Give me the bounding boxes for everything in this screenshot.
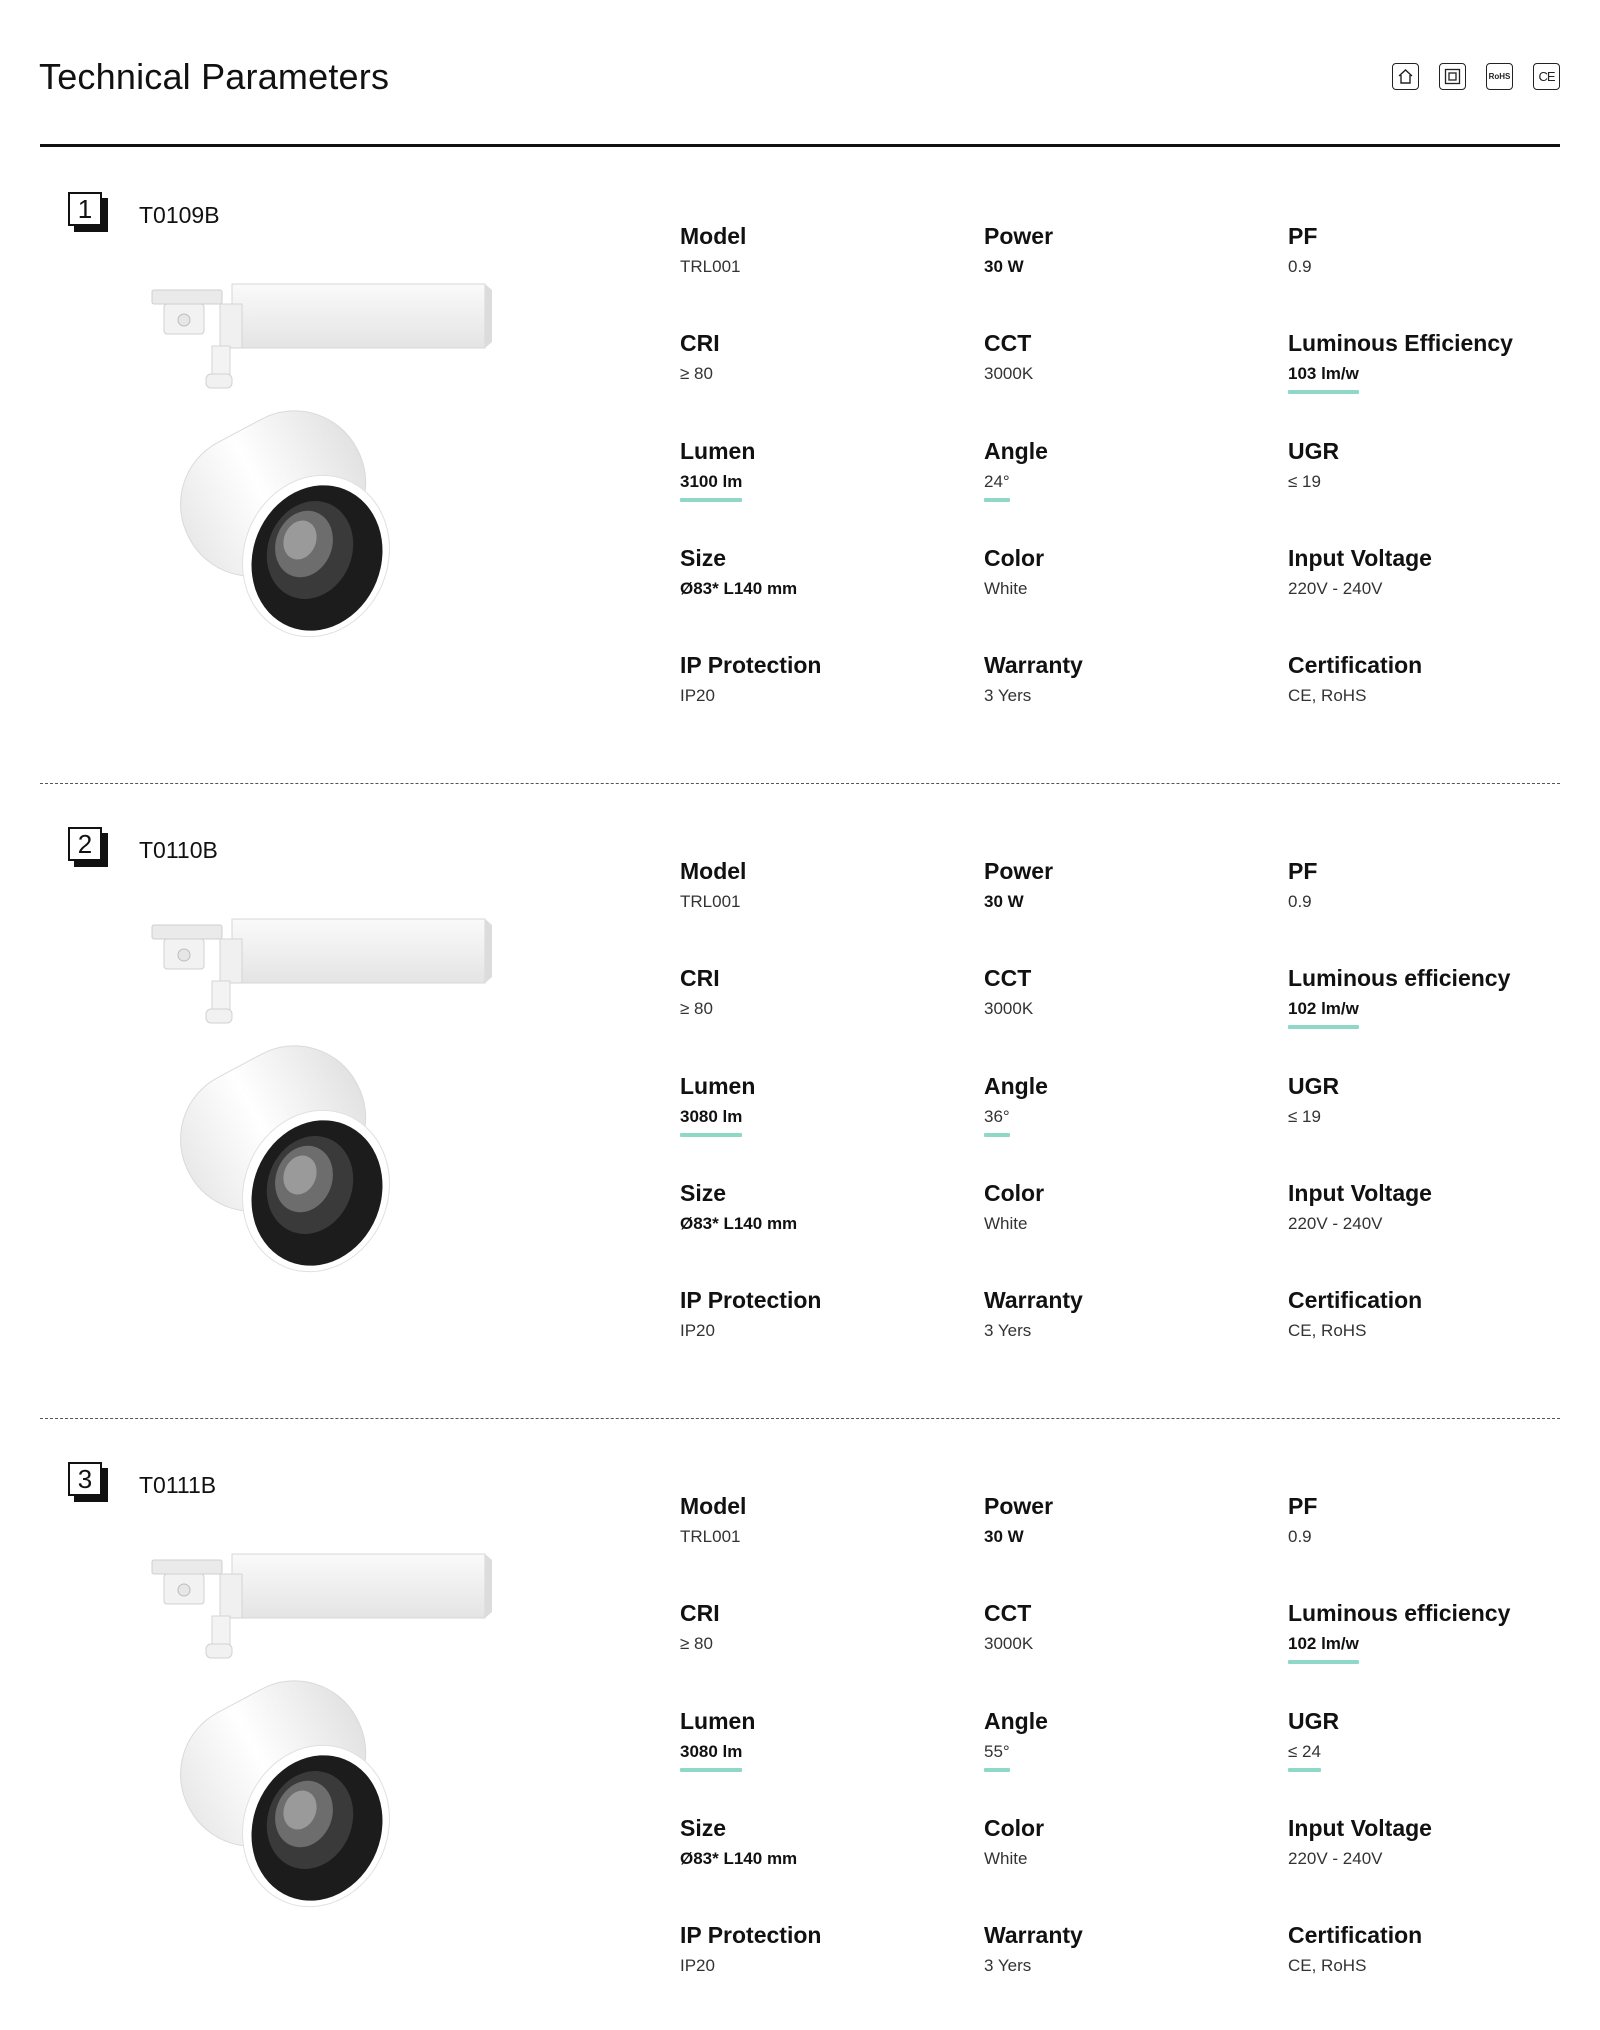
- spec-value: CE, RoHS: [1288, 1956, 1367, 1975]
- spec-label: Angle: [984, 1073, 1048, 1099]
- spec-label: Certification: [1288, 652, 1423, 678]
- spec-value: Ø83* L140 mm: [680, 1214, 798, 1233]
- spec-value: 24°: [984, 472, 1010, 491]
- page-title: Technical Parameters: [39, 56, 390, 97]
- spec-color: [984, 544, 1264, 600]
- spec-angle: [984, 1707, 1264, 1763]
- rohs-icon: [1486, 63, 1513, 90]
- spec-label: Input Voltage: [1288, 1180, 1432, 1206]
- spec-label: IP Protection: [680, 652, 822, 678]
- spec-value: 3000K: [984, 364, 1034, 383]
- spec-ip-protection: [680, 651, 960, 707]
- product-code: T0111B: [139, 1472, 217, 1498]
- product-section: [0, 160, 1600, 760]
- spec-label: Color: [984, 545, 1045, 571]
- product-number-badge: [68, 827, 102, 861]
- spec-label: Angle: [984, 1708, 1048, 1734]
- rohs-text: RoHS: [1488, 72, 1511, 81]
- spec-value: ≥ 80: [680, 999, 713, 1018]
- spec-value: CE, RoHS: [1288, 1321, 1367, 1340]
- spec-power: [984, 857, 1264, 913]
- spec-input-voltage: [1288, 1179, 1568, 1235]
- product-number: 1: [68, 192, 102, 226]
- spec-label: IP Protection: [680, 1922, 822, 1948]
- spec-certification: [1288, 651, 1568, 707]
- spec-pf: [1288, 1492, 1568, 1548]
- spec-label: Certification: [1288, 1287, 1423, 1313]
- spec-label: Color: [984, 1815, 1045, 1841]
- spec-label: Power: [984, 223, 1054, 249]
- spec-warranty: [984, 1286, 1264, 1342]
- spec-value: TRL001: [680, 257, 741, 276]
- spec-certification: [1288, 1921, 1568, 1977]
- spec-cri: [680, 329, 960, 385]
- spec-label: UGR: [1288, 1073, 1340, 1099]
- section-divider: [40, 783, 1560, 784]
- spec-value: 30 W: [984, 892, 1024, 911]
- spec-input-voltage: [1288, 544, 1568, 600]
- spec-label: CCT: [984, 1600, 1032, 1626]
- spec-value: 0.9: [1288, 257, 1312, 276]
- spec-ip-protection: [680, 1286, 960, 1342]
- product-number: 3: [68, 1462, 102, 1496]
- spec-label: Warranty: [984, 1922, 1083, 1948]
- spec-angle: [984, 437, 1264, 493]
- spec-lumen: [680, 1707, 960, 1763]
- spec-color: [984, 1179, 1264, 1235]
- spec-value: 3080 lm: [680, 1107, 743, 1126]
- spec-input-voltage: [1288, 1814, 1568, 1870]
- spec-luminous-efficiency: [1288, 329, 1568, 385]
- track-light-spotlight-image: [140, 1548, 520, 1928]
- product-number-badge: [68, 192, 102, 226]
- spec-label: PF: [1288, 1493, 1318, 1519]
- indoor-house-icon: [1392, 63, 1419, 90]
- spec-label: CCT: [984, 965, 1032, 991]
- spec-value: 102 lm/w: [1288, 999, 1359, 1018]
- spec-value: IP20: [680, 1956, 715, 1975]
- spec-label: Certification: [1288, 1922, 1423, 1948]
- spec-power: [984, 222, 1264, 278]
- spec-value: CE, RoHS: [1288, 686, 1367, 705]
- spec-label: Luminous Efficiency: [1288, 330, 1513, 356]
- spec-label: UGR: [1288, 1708, 1340, 1734]
- spec-value: 3000K: [984, 999, 1034, 1018]
- spec-model: [680, 222, 960, 278]
- track-light-spotlight-image: [140, 913, 520, 1293]
- spec-label: CRI: [680, 965, 720, 991]
- spec-label: PF: [1288, 858, 1318, 884]
- spec-label: Model: [680, 1493, 747, 1519]
- spec-angle: [984, 1072, 1264, 1128]
- spec-value: Ø83* L140 mm: [680, 579, 798, 598]
- spec-value: ≤ 24: [1288, 1742, 1321, 1761]
- spec-label: Size: [680, 1815, 727, 1841]
- spec-value: 3 Yers: [984, 1321, 1032, 1340]
- spec-value: White: [984, 1849, 1028, 1868]
- spec-label: Luminous efficiency: [1288, 965, 1511, 991]
- spec-value: 3080 lm: [680, 1742, 743, 1761]
- spec-value: 3 Yers: [984, 1956, 1032, 1975]
- spec-label: Lumen: [680, 1073, 756, 1099]
- spec-value: IP20: [680, 1321, 715, 1340]
- certification-icons: [1392, 63, 1560, 90]
- spec-ugr: [1288, 437, 1568, 493]
- spec-label: Power: [984, 858, 1054, 884]
- product-code: T0109B: [139, 202, 220, 228]
- spec-label: Angle: [984, 438, 1048, 464]
- spec-value: ≥ 80: [680, 1634, 713, 1653]
- spec-lumen: [680, 437, 960, 493]
- spec-value: 3100 lm: [680, 472, 743, 491]
- spec-value: ≤ 19: [1288, 1107, 1321, 1126]
- spec-label: Model: [680, 223, 747, 249]
- spec-size: [680, 1179, 960, 1235]
- spec-value: ≥ 80: [680, 364, 713, 383]
- spec-label: Input Voltage: [1288, 545, 1432, 571]
- spec-model: [680, 857, 960, 913]
- spec-value: 220V - 240V: [1288, 1849, 1383, 1868]
- spec-label: Lumen: [680, 1708, 756, 1734]
- spec-cct: [984, 329, 1264, 385]
- spec-label: Power: [984, 1493, 1054, 1519]
- spec-label: Luminous efficiency: [1288, 1600, 1511, 1626]
- spec-size: [680, 1814, 960, 1870]
- spec-label: Size: [680, 545, 727, 571]
- spec-value: 30 W: [984, 257, 1024, 276]
- spec-value: 36°: [984, 1107, 1010, 1126]
- product-section: [0, 1430, 1600, 2030]
- spec-value: 30 W: [984, 1527, 1024, 1546]
- spec-label: CRI: [680, 330, 720, 356]
- spec-value: 3000K: [984, 1634, 1034, 1653]
- spec-value: 0.9: [1288, 892, 1312, 911]
- spec-value: 103 lm/w: [1288, 364, 1359, 383]
- spec-value: Ø83* L140 mm: [680, 1849, 798, 1868]
- spec-ugr: [1288, 1072, 1568, 1128]
- spec-value: 220V - 240V: [1288, 579, 1383, 598]
- spec-label: Input Voltage: [1288, 1815, 1432, 1841]
- spec-lumen: [680, 1072, 960, 1128]
- ce-mark-icon: [1533, 63, 1560, 90]
- spec-ip-protection: [680, 1921, 960, 1977]
- spec-value: TRL001: [680, 1527, 741, 1546]
- spec-pf: [1288, 222, 1568, 278]
- spec-cct: [984, 1599, 1264, 1655]
- spec-label: Warranty: [984, 1287, 1083, 1313]
- spec-power: [984, 1492, 1264, 1548]
- product-number-badge: [68, 1462, 102, 1496]
- section-divider: [40, 1418, 1560, 1419]
- spec-cri: [680, 964, 960, 1020]
- spec-value: 55°: [984, 1742, 1010, 1761]
- spec-luminous-efficiency: [1288, 964, 1568, 1020]
- track-light-spotlight-image: [140, 278, 520, 658]
- product-section: [0, 795, 1600, 1395]
- spec-value: TRL001: [680, 892, 741, 911]
- spec-value: ≤ 19: [1288, 472, 1321, 491]
- spec-value: White: [984, 579, 1028, 598]
- spec-cct: [984, 964, 1264, 1020]
- spec-size: [680, 544, 960, 600]
- spec-label: Size: [680, 1180, 727, 1206]
- spec-value: IP20: [680, 686, 715, 705]
- spec-ugr: [1288, 1707, 1568, 1763]
- spec-certification: [1288, 1286, 1568, 1342]
- spec-label: Model: [680, 858, 747, 884]
- class-ii-double-square-icon: [1439, 63, 1466, 90]
- spec-luminous-efficiency: [1288, 1599, 1568, 1655]
- spec-value: White: [984, 1214, 1028, 1233]
- spec-label: IP Protection: [680, 1287, 822, 1313]
- spec-label: CRI: [680, 1600, 720, 1626]
- spec-color: [984, 1814, 1264, 1870]
- spec-warranty: [984, 1921, 1264, 1977]
- spec-cri: [680, 1599, 960, 1655]
- spec-label: CCT: [984, 330, 1032, 356]
- spec-value: 102 lm/w: [1288, 1634, 1359, 1653]
- spec-model: [680, 1492, 960, 1548]
- spec-label: PF: [1288, 223, 1318, 249]
- ce-text: CE: [1538, 69, 1555, 84]
- spec-label: Lumen: [680, 438, 756, 464]
- spec-label: UGR: [1288, 438, 1340, 464]
- spec-value: 220V - 240V: [1288, 1214, 1383, 1233]
- product-number: 2: [68, 827, 102, 861]
- product-code: T0110B: [139, 837, 218, 863]
- spec-warranty: [984, 651, 1264, 707]
- spec-value: 0.9: [1288, 1527, 1312, 1546]
- spec-pf: [1288, 857, 1568, 913]
- spec-value: 3 Yers: [984, 686, 1032, 705]
- header-divider: [40, 144, 1560, 147]
- spec-label: Color: [984, 1180, 1045, 1206]
- spec-label: Warranty: [984, 652, 1083, 678]
